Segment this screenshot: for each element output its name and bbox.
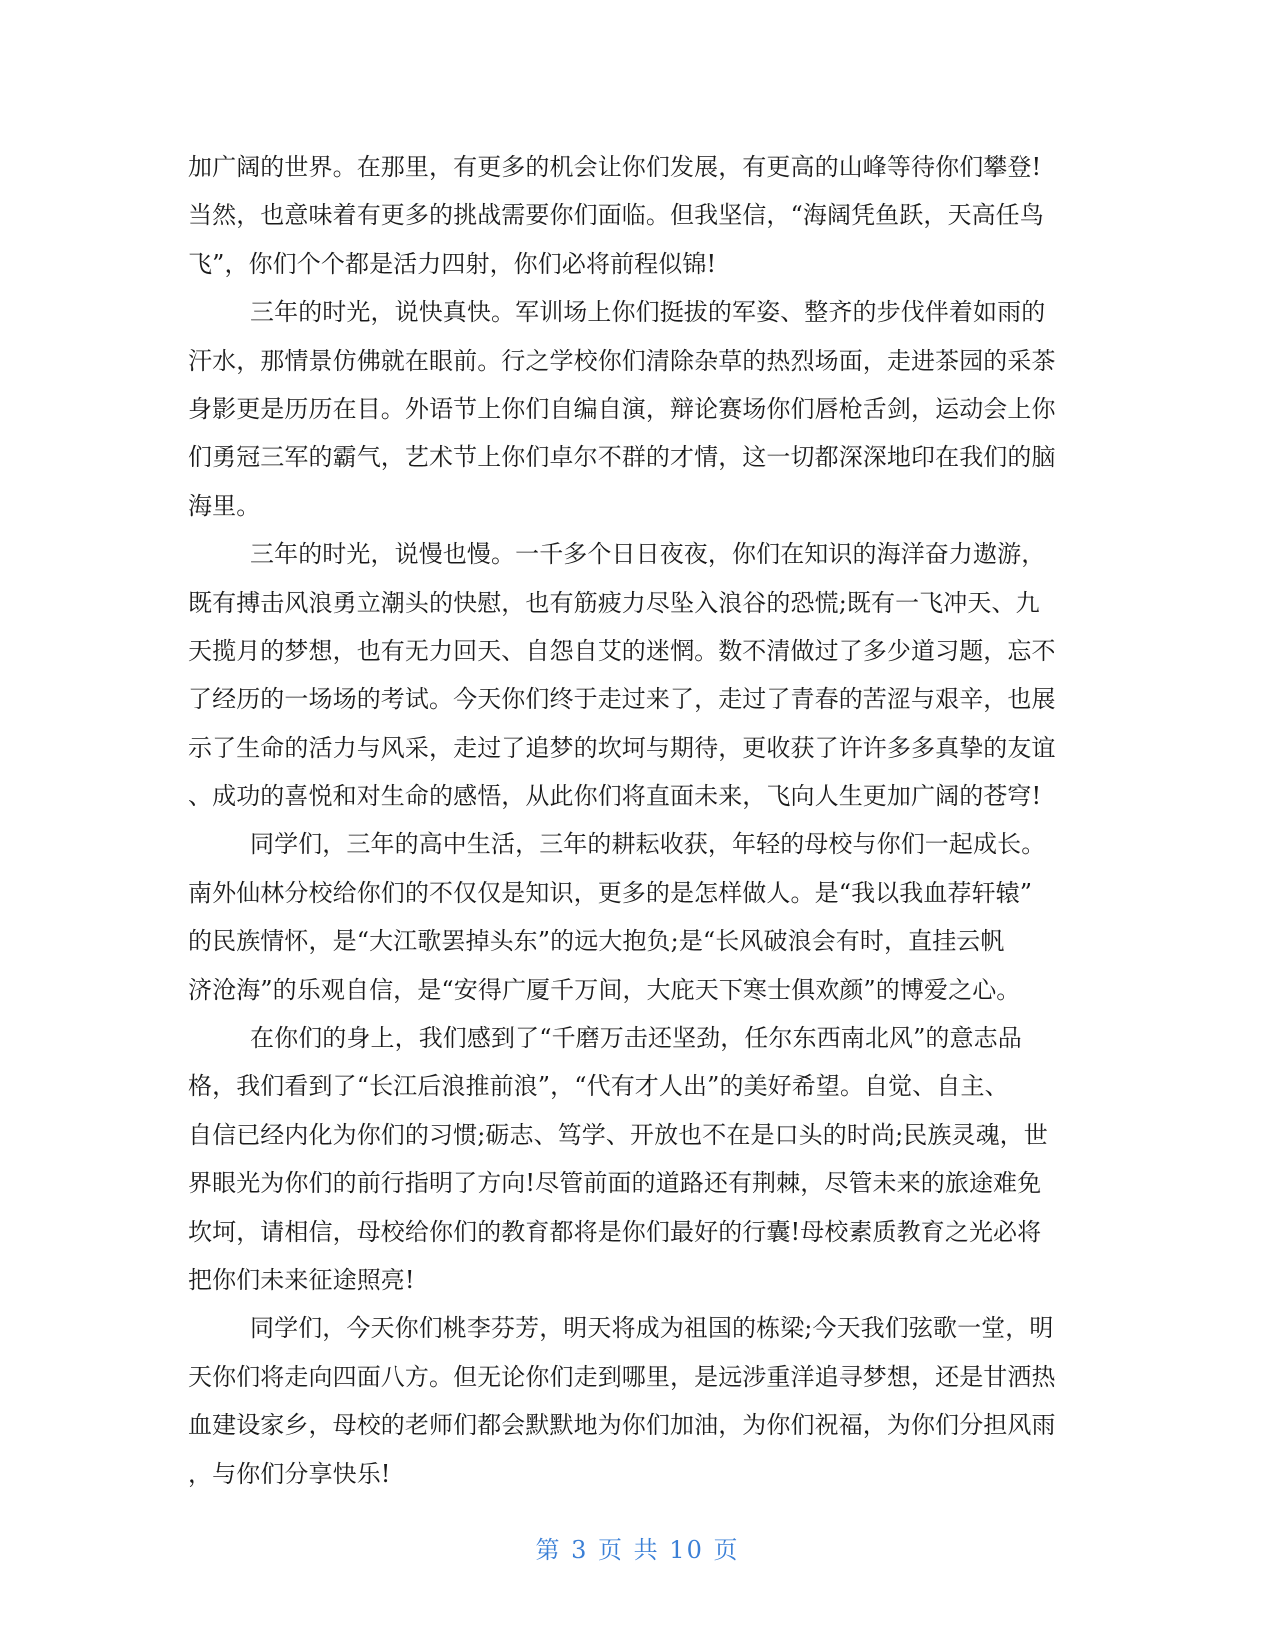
text-line: 济沧海”的乐观自信，是“安得广厦千万间，大庇天下寒士俱欢颜”的博爱之心。 (188, 975, 1021, 1004)
text-line: 血建设家乡，母校的老师们都会默默地为你们加油，为你们祝福，为你们分担风雨 (188, 1411, 1056, 1440)
text-line: 了经历的一场场的考试。今天你们终于走过来了，走过了青春的苦涩与艰辛，也展 (188, 685, 1056, 714)
text-line: 坎坷，请相信，母校给你们的教育都将是你们最好的行囊!母校素质教育之光必将 (188, 1217, 1042, 1246)
text-line: 当然，也意味着有更多的挑战需要你们面临。但我坚信，“海阔凭鱼跃，天高任鸟 (188, 201, 1044, 230)
text-line: 加广阔的世界。在那里，有更多的机会让你们发展，有更高的山峰等待你们攀登! (188, 153, 1042, 181)
document-body (188, 143, 1088, 1498)
paragraph-start-line: 在你们的身上，我们感到了“千磨万击还坚劲，任尔东西南北风”的意志品 (250, 1024, 1022, 1053)
text-line: 天你们将走向四面八方。但无论你们走到哪里，是远涉重洋追寻梦想，还是甘洒热 (188, 1362, 1056, 1391)
text-line: 界眼光为你们的前行指明了方向!尽管前面的道路还有荆棘，尽管未来的旅途难免 (188, 1169, 1042, 1198)
text-line: 海里。 (188, 491, 261, 520)
text-line: 格，我们看到了“长江后浪推前浪”，“代有才人出”的美好希望。自觉、自主、 (188, 1072, 1009, 1101)
paragraph-start-line: 三年的时光，说慢也慢。一千多个日日夜夜，你们在知识的海洋奋力遨游， (250, 540, 1046, 569)
paragraph-start-line: 三年的时光，说快真快。军训场上你们挺拔的军姿、整齐的步伐伴着如雨的 (250, 298, 1046, 327)
text-line: 南外仙林分校给你们的不仅仅是知识，更多的是怎样做人。是“我以我血荐轩辕” (188, 878, 1033, 907)
paragraph-start-line: 同学们，三年的高中生活，三年的耕耘收获，年轻的母校与你们一起成长。 (250, 830, 1046, 859)
page-number-footer: 第 3 页 共 10 页 (535, 1536, 740, 1564)
text-line: 自信已经内化为你们的习惯;砺志、笃学、开放也不在是口头的时尚;民族灵魂，世 (188, 1120, 1048, 1149)
text-line: 把你们未来征途照亮! (188, 1265, 415, 1294)
text-line: 、成功的喜悦和对生命的感悟，从此你们将直面未来，飞向人生更加广阔的苍穹! (188, 782, 1042, 811)
text-line: 既有搏击风浪勇立潮头的快慰，也有筋疲力尽坠入浪谷的恐慌;既有一飞冲天、九 (188, 588, 1040, 617)
text-line: 的民族情怀，是“大江歌罢掉头东”的远大抱负;是“长风破浪会有时，直挂云帆 (188, 927, 1005, 956)
text-line: 汗水，那情景仿佛就在眼前。行之学校你们清除杂草的热烈场面，走进茶园的采茶 (188, 346, 1056, 375)
text-line: 示了生命的活力与风采，走过了追梦的坎坷与期待，更收获了许许多多真挚的友谊 (188, 733, 1056, 762)
text-line: 身影更是历历在目。外语节上你们自编自演，辩论赛场你们唇枪舌剑，运动会上你 (188, 394, 1056, 423)
paragraph-start-line: 同学们，今天你们桃李芬芳，明天将成为祖国的栋梁;今天我们弦歌一堂，明 (250, 1314, 1054, 1343)
text-line: 天揽月的梦想，也有无力回天、自怨自艾的迷惘。数不清做过了多少道习题，忘不 (188, 636, 1056, 665)
text-line: 飞”，你们个个都是活力四射，你们必将前程似锦! (188, 249, 717, 278)
text-line: 们勇冠三军的霸气，艺术节上你们卓尔不群的才情，这一切都深深地印在我们的脑 (188, 443, 1056, 472)
text-line: ，与你们分享快乐! (188, 1459, 391, 1488)
